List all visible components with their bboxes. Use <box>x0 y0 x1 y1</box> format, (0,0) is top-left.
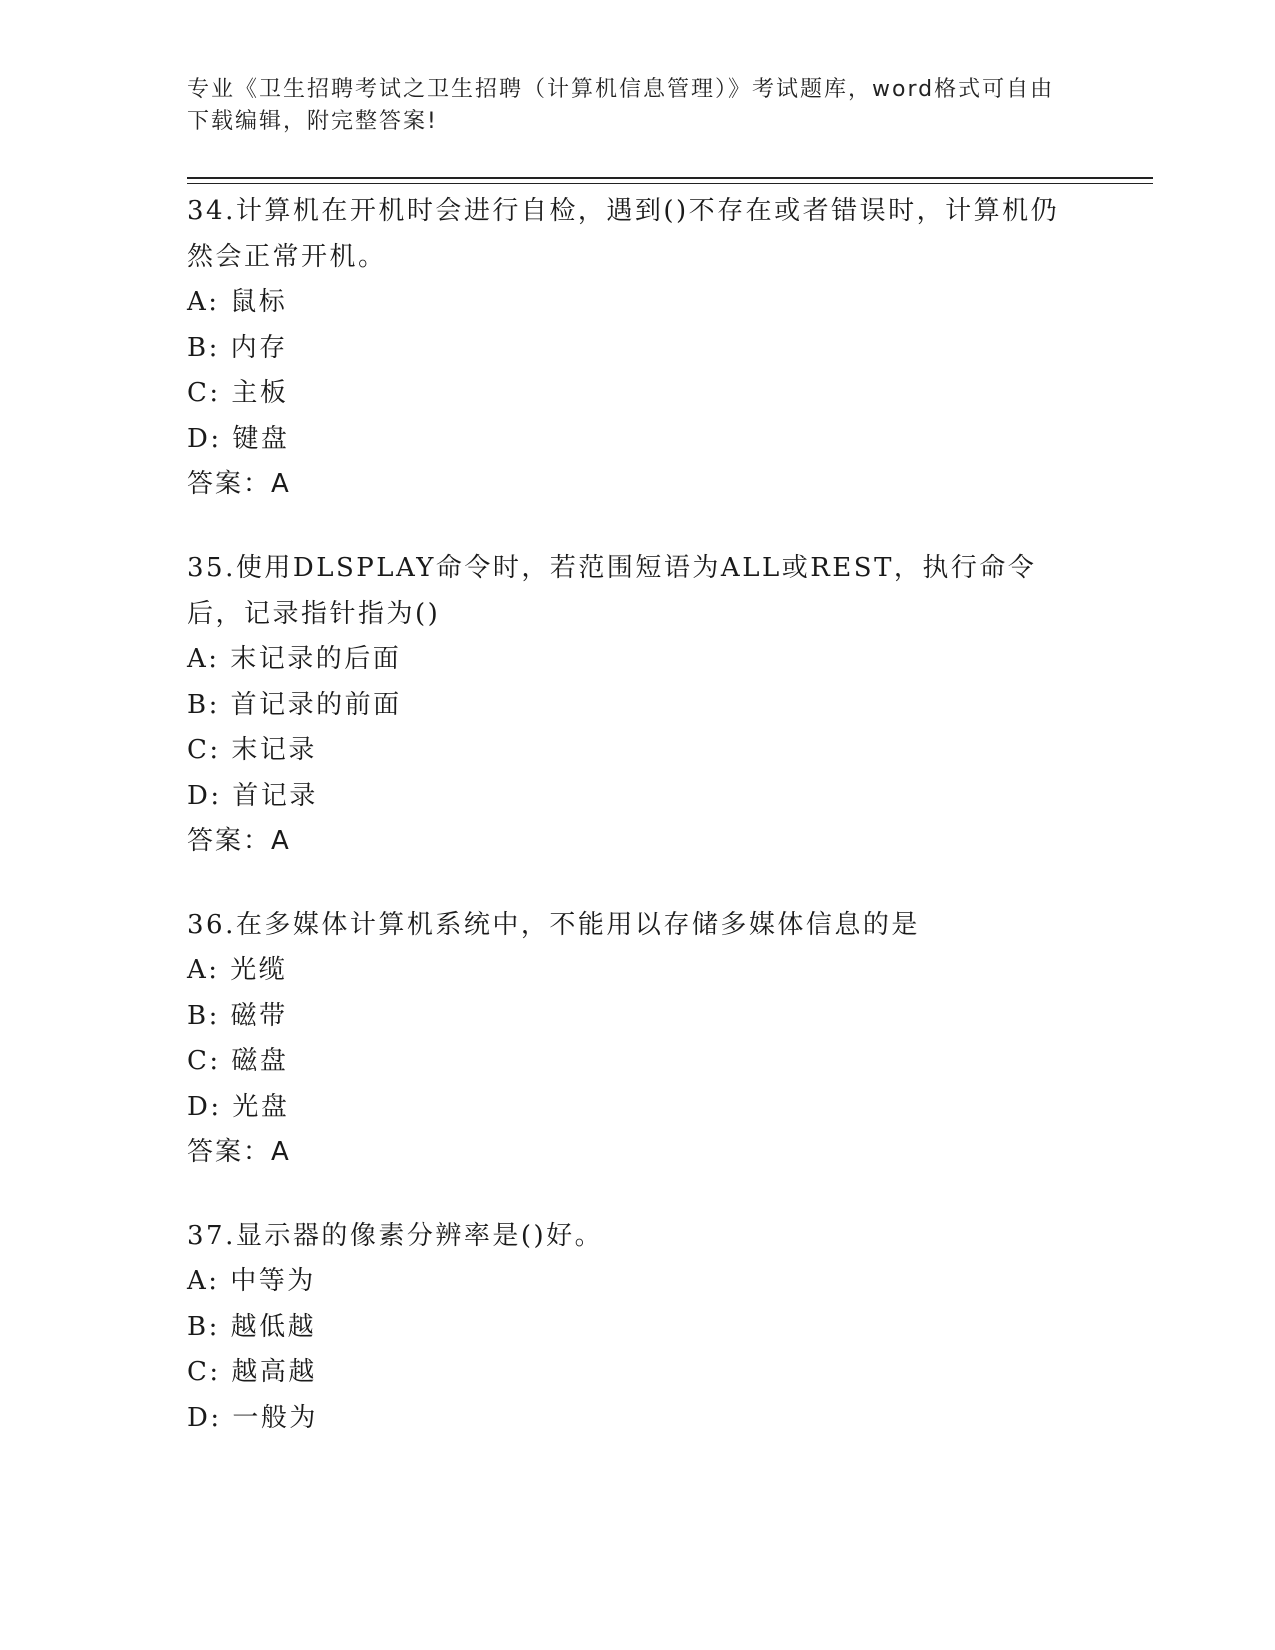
question-34 <box>187 188 1087 507</box>
option-c: C: 越高越 <box>187 1357 317 1387</box>
option-c: C: 磁盘 <box>187 1046 289 1076</box>
option-d: D: 首记录 <box>187 780 318 811</box>
question-37 <box>187 1213 1087 1441</box>
option-c: C: 主板 <box>187 378 289 408</box>
question-stem: 35.使用DLSPLAY命令时，若范围短语为ALL或REST，执行命令后，记录指针指为() <box>187 553 1037 629</box>
option-d: D: 一般为 <box>187 1402 318 1433</box>
document-header: 专业《卫生招聘考试之卫生招聘（计算机信息管理）》考试题库，word格式可自由下载编辑，附完整答案! <box>187 77 1055 134</box>
option-b: B: 首记录的前面 <box>187 689 402 720</box>
question-stem: 36.在多媒体计算机系统中，不能用以存储多媒体信息的是 <box>187 910 920 940</box>
answer-line: 答案：A <box>187 826 291 856</box>
option-c: C: 末记录 <box>187 735 317 765</box>
option-a: A: 末记录的后面 <box>187 644 402 674</box>
option-d: D: 光盘 <box>187 1091 290 1122</box>
option-b: B: 内存 <box>187 332 288 363</box>
question-list <box>187 188 1087 1479</box>
answer-line: 答案：A <box>187 469 291 499</box>
question-35 <box>187 545 1087 864</box>
option-a: A: 光缆 <box>187 955 288 985</box>
option-a: A: 鼠标 <box>187 287 288 317</box>
header-divider-thin <box>187 183 1153 184</box>
question-stem: 34.计算机在开机时会进行自检，遇到()不存在或者错误时，计算机仍然会正常开机。 <box>187 196 1060 272</box>
question-36 <box>187 902 1087 1175</box>
option-b: B: 越低越 <box>187 1311 317 1342</box>
question-stem: 37.显示器的像素分辨率是()好。 <box>187 1221 604 1251</box>
option-b: B: 磁带 <box>187 1000 288 1031</box>
answer-line: 答案：A <box>187 1137 291 1167</box>
option-a: A: 中等为 <box>187 1266 316 1296</box>
option-d: D: 键盘 <box>187 423 290 454</box>
header-divider-thick <box>187 177 1153 179</box>
